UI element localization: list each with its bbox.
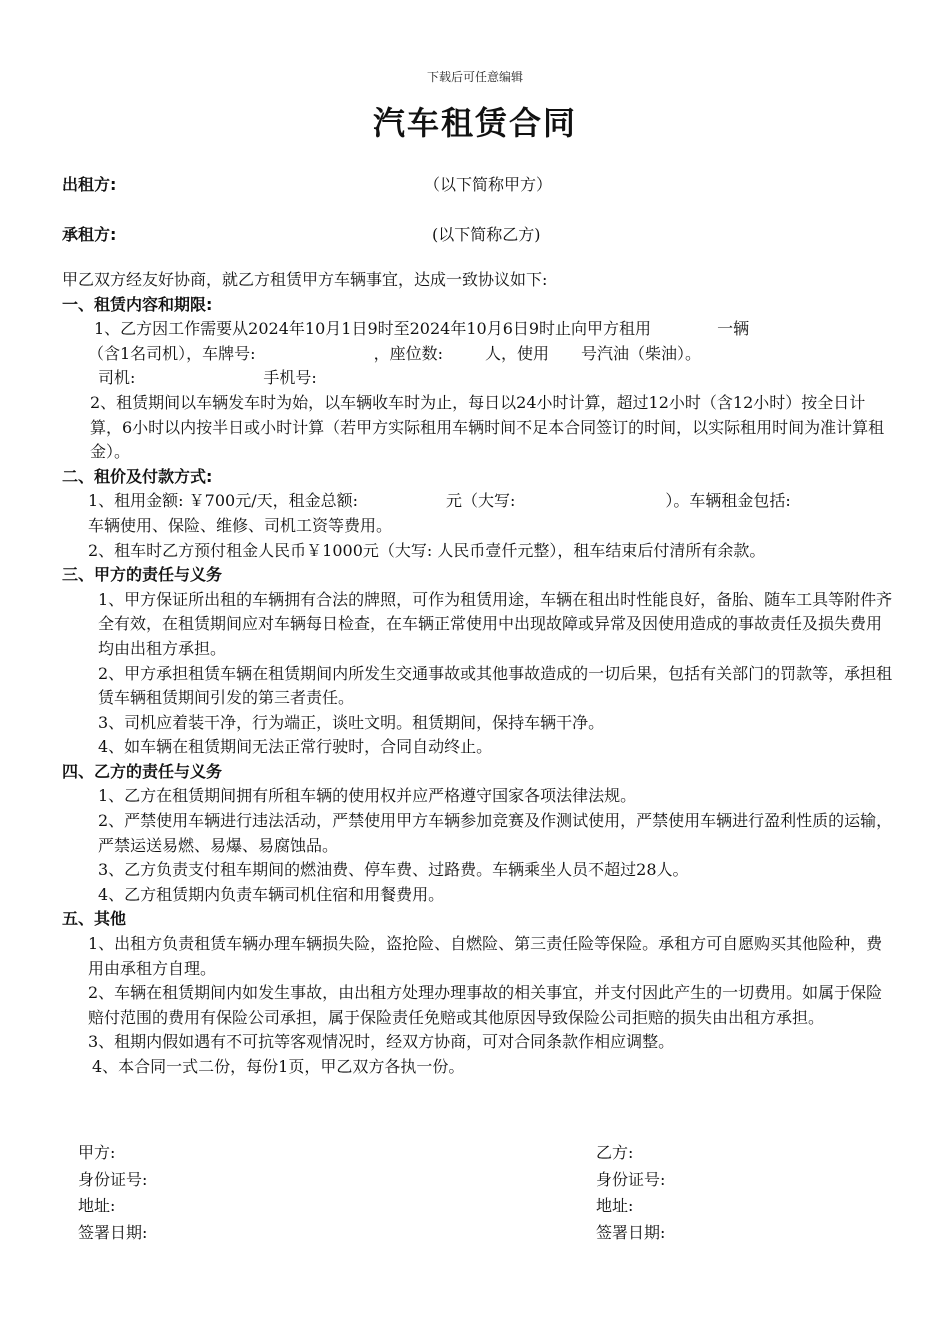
s4-clause-2: 2、严禁使用车辆进行违法活动，严禁使用甲方车辆参加竞赛及作测试使用，严禁使用车辆进行盈利性质的运输，严禁运送易燃、易爆、易腐蚀品。	[98, 811, 893, 855]
s1-clause-1-cont	[62, 342, 897, 367]
driver-label: 司机:	[98, 368, 136, 388]
header-note: 下载后可任意编辑	[426, 70, 523, 84]
signature-block-party-a	[78, 1140, 147, 1246]
section-4-heading: 四、乙方的责任与义务	[62, 761, 223, 781]
s4-clause-1: 1、乙方在租赁期间拥有所租车辆的使用权并应严格遵守国家各项法律法规。	[98, 786, 637, 806]
signature-block-party-b	[596, 1140, 665, 1246]
s4-clause-3: 3、乙方负责支付租车期间的燃油费、停车费、过路费。车辆乘坐人员不超过28人。	[98, 860, 689, 880]
phone-label: 手机号:	[263, 368, 317, 388]
section-1-heading: 一、租赁内容和期限:	[62, 294, 213, 314]
s3-clause-3: 3、司机应着装干净，行为端正，谈吐文明。租赁期间，保持车辆干净。	[98, 712, 605, 732]
s1-clause-1	[62, 317, 897, 342]
s1-clause-1-part-f: 号汽油（柴油）。	[581, 343, 702, 363]
s3-clause-4: 4、如车辆在租赁期间无法正常行驶时，合同自动终止。	[98, 737, 493, 757]
s3-clause-2: 2、甲方承担租赁车辆在租赁期间内所发生交通事故或其他事故造成的一切后果，包括有关部门的罚款等，承担租赁车辆租赁期间引发的第三者责任。	[98, 663, 893, 708]
s1-driver-line	[62, 366, 897, 391]
s1-clause-2: 2、租赁期间以车辆发车时为始，以车辆收车时为止，每日以24小时计算，超过12小时（含12小时）按全日计算，6小时以内按半日或小时计算（若甲方实际租用车辆时间不足本合同签订的时间，以实际租用时间为准计算租金）。	[90, 392, 885, 462]
s5-clause-2: 2、车辆在租赁期间内如发生事故，由出租方处理办理事故的相关事宜，并支付因此产生的一切费用。如属于保险赔付范围的费用有保险公司承担，属于保险责任免赔或其他原因导致保险公司拒赔的损失由出租方承担。	[88, 983, 883, 1027]
s5-clause-4: 4、本合同一式二份，每份1页，甲乙双方各执一份。	[92, 1057, 465, 1076]
section-2-heading: 二、租价及付款方式:	[62, 466, 213, 486]
s1-clause-1-part-e: 人，使用	[484, 343, 549, 363]
s2-clause-1	[62, 489, 897, 514]
s2-clause-1-part-a: 1、租用金额: ￥700元/天，租金总额:	[88, 491, 358, 511]
s2-clause-1-part-b: 元（大写:	[445, 491, 516, 511]
party-b-date-label: 签署日期:	[596, 1222, 666, 1242]
party-b-address-label: 地址:	[596, 1196, 634, 1215]
section-5-heading: 五、其他	[62, 909, 127, 929]
party-a-id-label: 身份证号:	[78, 1169, 148, 1189]
s1-clause-1-part-b: 一辆	[717, 319, 750, 339]
lessee-note: (以下简称乙方)	[432, 225, 541, 244]
party-a-date-label: 签署日期:	[78, 1222, 148, 1242]
s5-clause-3: 3、租期内假如遇有不可抗等客观情况时，经双方协商，可对合同条款作相应调整。	[88, 1032, 675, 1052]
party-b-name-label: 乙方:	[596, 1143, 634, 1162]
intro-paragraph: 甲乙双方经友好协商，就乙方租赁甲方车辆事宜，达成一致协议如下:	[62, 270, 548, 289]
s4-clause-4: 4、乙方租赁期内负责车辆司机住宿和用餐费用。	[98, 884, 445, 904]
lessor-note: （以下简称甲方）	[424, 175, 553, 194]
s2-clause-2: 2、租车时乙方预付租金人民币￥1000元（大写: 人民币壹仟元整），租车结束后付清所有余款。	[88, 540, 766, 560]
s2-clause-1-cont: 车辆使用、保险、维修、司机工资等费用。	[88, 515, 393, 535]
section-3-heading: 三、甲方的责任与义务	[62, 565, 223, 585]
s2-clause-1-part-c: ）。车辆租金包括:	[665, 491, 791, 511]
lessee-label: 承租方:	[62, 225, 117, 244]
party-a-address-label: 地址:	[78, 1196, 116, 1215]
contract-title: 汽车租赁合同	[372, 104, 577, 142]
s1-clause-1-part-c: （含1名司机），车牌号:	[88, 343, 256, 363]
party-b-id-label: 身份证号:	[596, 1169, 666, 1189]
s3-clause-1: 1、甲方保证所出租的车辆拥有合法的牌照，可作为租赁用途，车辆在租出时性能良好，备胎、随车工具等附件齐全有效，在租赁期间应对车辆每日检查，在车辆正常使用中出现故障或异常及因使用造成的事故责任及损失费用均由出租方承担。	[98, 589, 893, 658]
contract-body	[62, 268, 897, 1080]
party-a-name-label: 甲方:	[78, 1143, 116, 1162]
s1-clause-1-part-a: 1、乙方因工作需要从2024年10月1日9时至2024年10月6日9时止向甲方租用	[94, 319, 652, 339]
s1-clause-1-part-d: ，座位数:	[373, 343, 443, 363]
s5-clause-1: 1、出租方负责租赁车辆办理车辆损失险，盗抢险、自燃险、第三责任险等保险。承租方可自愿购买其他险种，费用由承租方自理。	[88, 934, 883, 978]
lessor-label: 出租方:	[62, 175, 117, 194]
